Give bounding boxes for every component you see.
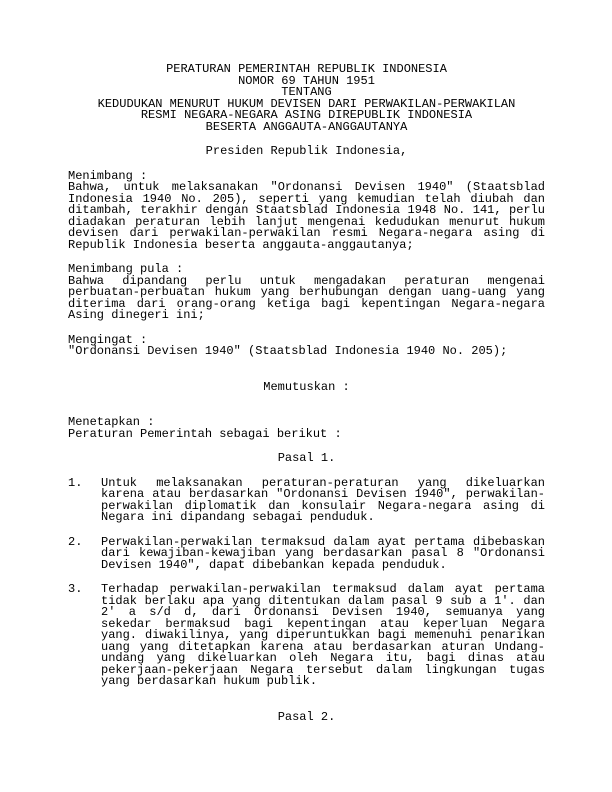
title-line-6: BESERTA ANGGAUTA-ANGGAUTANYA	[205, 119, 408, 134]
pasal-1-item-1	[68, 475, 545, 524]
title-line-4: KEDUDUKAN MENURUT HUKUM DEVISEN DARI PERWAKILAN-PERWAKILAN	[97, 96, 516, 111]
mengingat-label: Mengingat :	[68, 332, 148, 347]
title-line-1: PERATURAN PEMERINTAH REPUBLIK INDONESIA	[166, 62, 447, 76]
president-line: Presiden Republik Indonesia,	[205, 144, 408, 158]
item-1-number: 1.	[68, 475, 83, 490]
title-line-3: TENTANG	[281, 85, 332, 99]
memutuskan-heading: Memutuskan :	[263, 379, 350, 394]
menimbang-label: Menimbang :	[68, 168, 148, 183]
section-mengingat	[68, 332, 545, 358]
menimbang-pula-text: Bahwa dipandang perlu untuk mengadakan peraturan mengenai perbuatan-perbuatan hukum yang berhubungan dengan uang-uang yang diterima dari orang-orang ketiga bagi kepentingan Negara-negara Asing dinegeri ini;	[68, 273, 545, 322]
section-menimbang-pula	[68, 264, 545, 322]
item-2-text: Perwakilan-perwakilan termaksud dalam ayat pertama dibebaskan dari kewajiban-kewajiban yang berdasarkan pasal 8 "Ordonansi Devisen 1940", dapat dibebankan kepada penduduk.	[101, 534, 545, 572]
document-title-block	[68, 64, 545, 133]
pasal-1-item-2	[68, 534, 545, 572]
menetapkan-label: Menetapkan :	[68, 415, 155, 429]
section-menimbang	[68, 168, 545, 252]
pasal-1-heading: Pasal 1.	[277, 451, 336, 465]
pasal-1-body	[68, 475, 545, 688]
menimbang-text: Bahwa, untuk melaksanakan "Ordonansi Devisen 1940" (Staatsblad Indonesia 1940 No. 205), seperti yang kemudian telah diubah dan ditambah, terakhir dengan Staatsblad Indonesia 1948 No. 141, perlu diadakan peraturan lebih lanjut mengenai kedudukan menurut hukum devisen dari perwakilan-perwakilan resmi Negara-negara asing di Republik Indonesia beserta anggauta-anggautanya;	[68, 180, 545, 252]
pasal-2-heading: Pasal 2.	[277, 709, 336, 724]
item-3-number: 3.	[68, 582, 83, 596]
item-3-text: Terhadap perwakilan-perwakilan termaksud dalam ayat pertama tidak berlaku apa yang ditentukan dalam pasal 9 sub a 1'. dan 2' a s/d d, dari Ordonansi Devisen 1940, semuanya yang sekedar bermaksud bagi kepentingan atau keperluan Negara yang. diwakilinya, yang diperuntukkan bagi memenuhi penarikan uang yang ditetapkan karena atau berdasarkan aturan Undang-undang yang dikeluarkan oleh Negara itu, bagi dinas atau pekerjaan-pekerjaan Negara tersebut dalam lingkungan tugas yang berdasarkan hukum publik.	[101, 582, 545, 688]
section-menetapkan	[68, 417, 545, 440]
mengingat-text: "Ordonansi Devisen 1940" (Staatsblad Indonesia 1940 No. 205);	[68, 344, 508, 358]
title-line-2: NOMOR 69 TAHUN 1951	[238, 73, 375, 88]
menetapkan-text: Peraturan Pemerintah sebagai berikut :	[68, 426, 342, 441]
title-line-5: RESMI NEGARA-NEGARA ASING DIREPUBLIK INDONESIA	[140, 108, 473, 122]
menimbang-pula-label: Menimbang pula :	[68, 262, 184, 276]
pasal-1-item-3	[68, 584, 545, 688]
item-1-text: Untuk melaksanakan peraturan-peraturan yang dikeluarkan karena atau berdasarkan "Ordonansi Devisen 1940", perwakilan-perwakilan diplomatik dan konsulair Negara-negara asing di Negara ini dipandang sebagai penduduk.	[101, 475, 545, 524]
item-2-number: 2.	[68, 534, 83, 549]
